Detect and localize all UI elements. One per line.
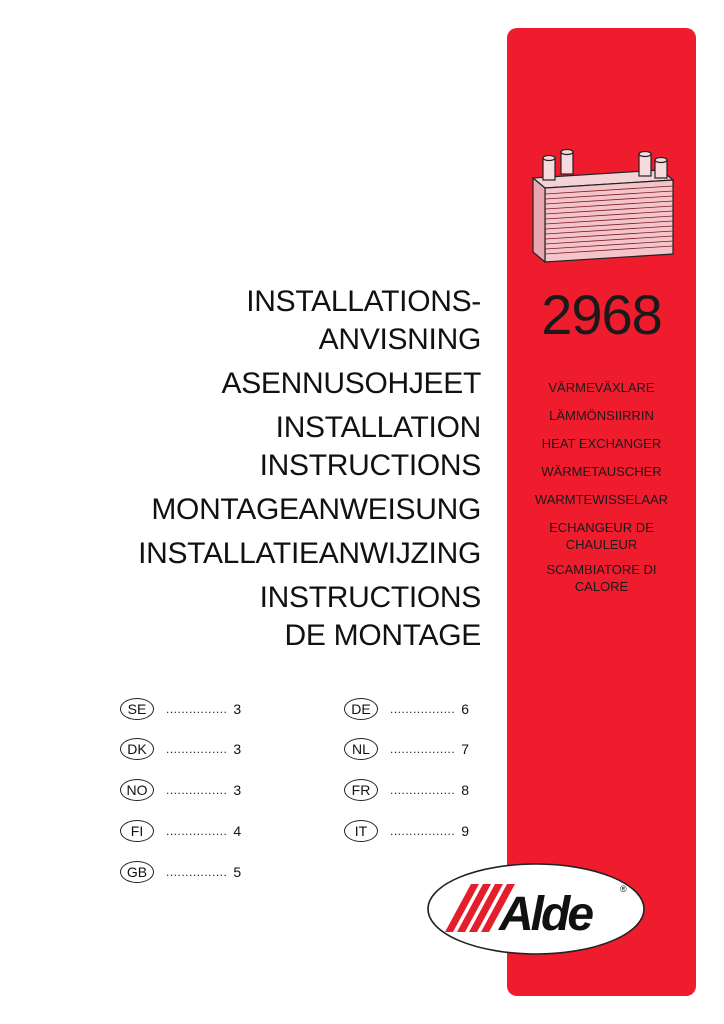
lang-badge-nl: NL <box>344 738 378 760</box>
toc-item-se[interactable]: SE ................ 3 <box>120 697 241 721</box>
title-swedish: INSTALLATIONS- ANVISNING <box>246 285 481 356</box>
page-number: 8 <box>461 782 469 798</box>
lang-badge-se: SE <box>120 698 154 720</box>
toc-item-it[interactable]: IT ................. 9 <box>344 819 469 843</box>
title-english: INSTALLATION INSTRUCTIONS <box>259 411 481 482</box>
lang-badge-fr: FR <box>344 779 378 801</box>
toc-item-nl[interactable]: NL ................. 7 <box>344 737 469 761</box>
product-name-de: WÄRMETAUSCHER <box>541 464 662 479</box>
page-number: 3 <box>233 741 242 757</box>
title-french: INSTRUCTIONS DE MONTAGE <box>259 581 481 652</box>
product-name-it: SCAMBIATORE DI CALORE <box>546 562 657 594</box>
logo-text: Alde <box>499 888 592 941</box>
lang-badge-no: NO <box>120 779 154 801</box>
heat-exchanger-icon <box>521 136 681 286</box>
toc-item-fi[interactable]: FI ................ 4 <box>120 819 241 843</box>
toc-item-fr[interactable]: FR ................. 8 <box>344 778 469 802</box>
page-number: 3 <box>233 701 242 717</box>
title-german: MONTAGEANWEISUNG <box>151 493 481 526</box>
page-number: 7 <box>461 741 469 757</box>
product-name-gb: HEAT EXCHANGER <box>541 436 662 451</box>
title-dutch: INSTALLATIEANWIJZING <box>138 537 481 570</box>
page-number: 6 <box>461 701 469 717</box>
alde-logo <box>425 860 647 958</box>
product-name-fi: LÄMMÖNSIIRRIN <box>549 408 654 423</box>
lang-badge-dk: DK <box>120 738 154 760</box>
toc-item-gb[interactable]: GB ................ 5 <box>120 860 241 884</box>
lang-badge-gb: GB <box>120 861 154 883</box>
toc-item-no[interactable]: NO ................ 3 <box>120 778 241 802</box>
lang-badge-de: DE <box>344 698 378 720</box>
product-name-se: VÄRMEVÄXLARE <box>548 380 655 395</box>
title-finnish: ASENNUSOHJEET <box>221 367 481 400</box>
page-number: 3 <box>233 782 242 798</box>
product-name-nl: WARMTEWISSELAAR <box>534 492 669 507</box>
lang-badge-fi: FI <box>120 820 154 842</box>
lang-badge-it: IT <box>344 820 378 842</box>
page-number: 9 <box>461 823 469 839</box>
red-side-panel <box>507 28 696 996</box>
product-number: 2968 <box>541 283 662 346</box>
product-name-fr: ECHANGEUR DE CHAULEUR <box>549 520 654 552</box>
registered-mark: ® <box>620 884 627 894</box>
toc-item-de[interactable]: DE ................. 6 <box>344 697 469 721</box>
page-number: 5 <box>233 864 242 880</box>
instruction-titles <box>138 283 481 661</box>
page-number: 4 <box>233 823 242 839</box>
product-names-list <box>507 379 696 605</box>
toc-item-dk[interactable]: DK ................ 3 <box>120 737 241 761</box>
